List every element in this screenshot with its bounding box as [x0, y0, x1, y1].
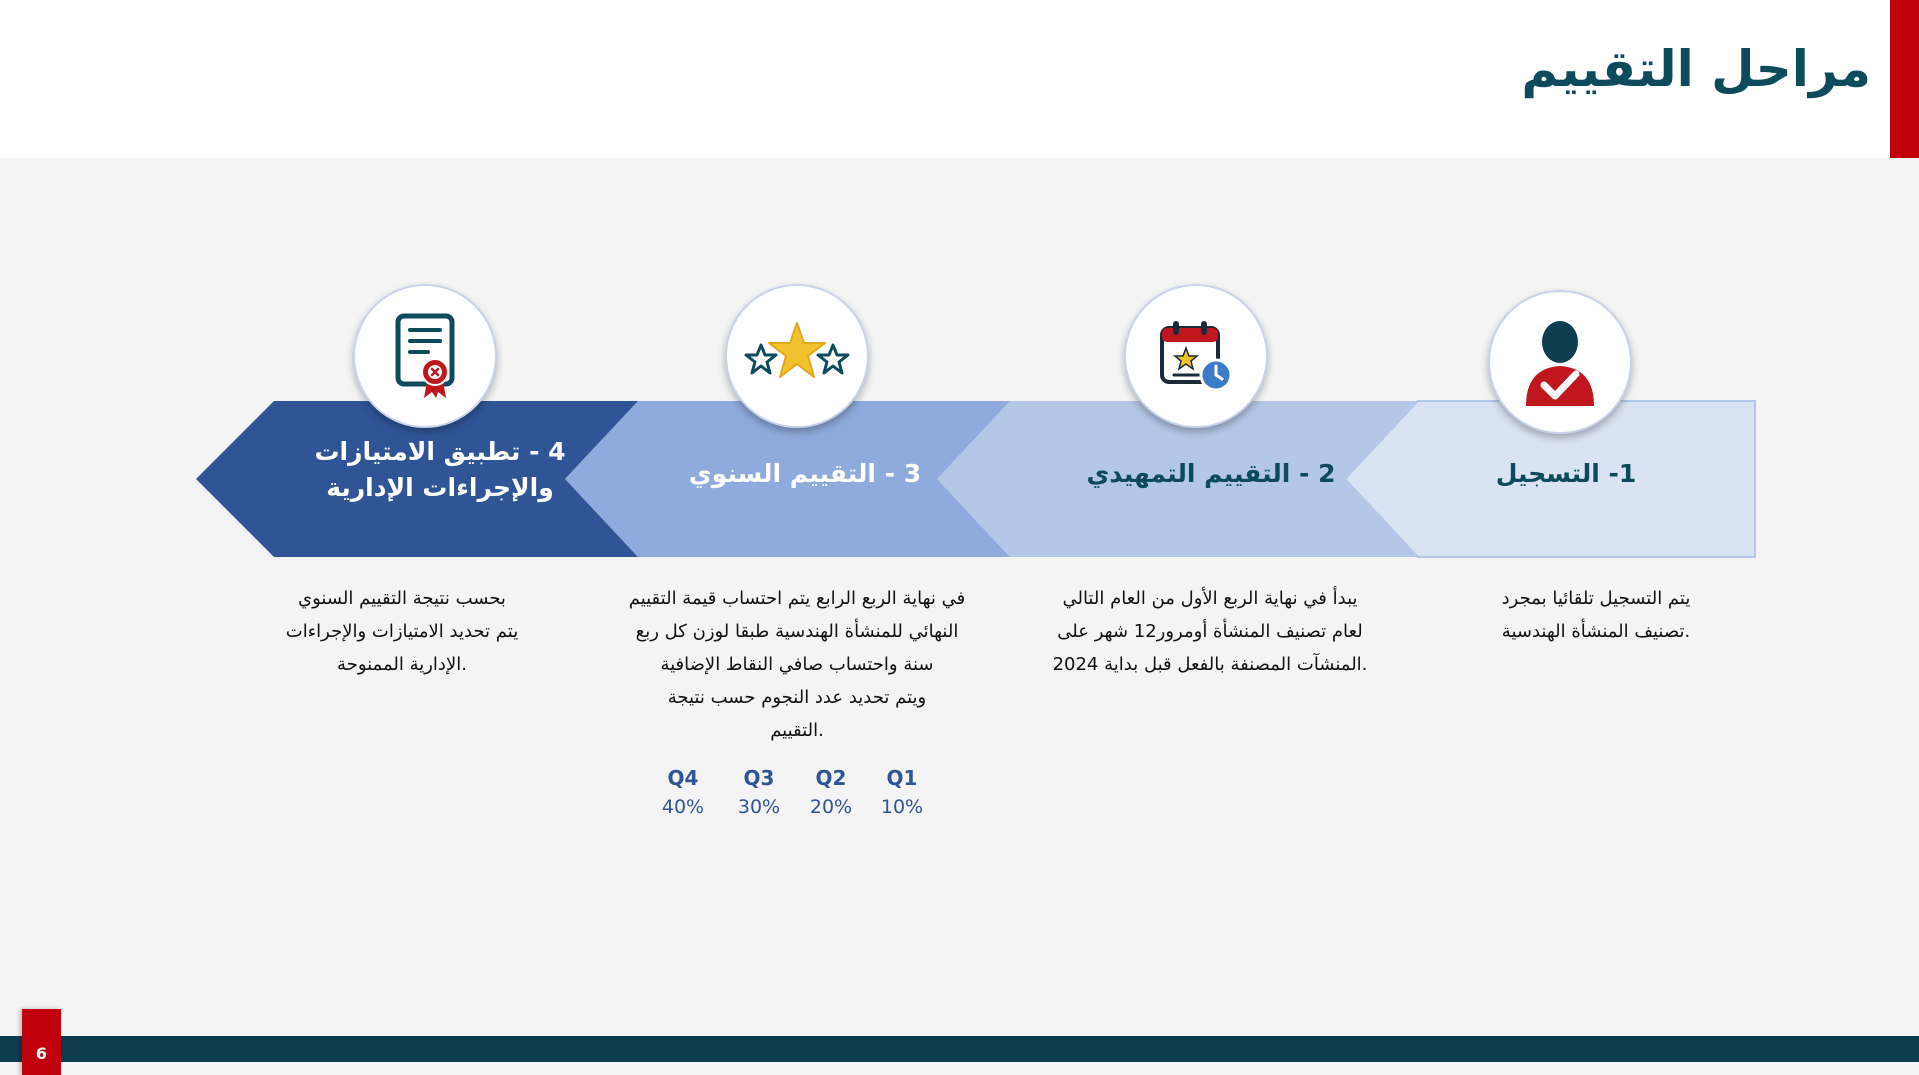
stars-icon	[743, 321, 851, 391]
stage-1-title: 1- التسجيل	[1495, 459, 1637, 488]
stage-4-description	[262, 582, 542, 681]
quarter-q2	[803, 766, 859, 818]
stage-1-description-line: .تصنيف المنشأة الهندسية	[1501, 621, 1691, 642]
stage-2-icon-circle	[1124, 284, 1268, 428]
stage-4-description-line: يتم تحديد الامتيازات والإجراءات	[285, 621, 519, 642]
registered-user-icon	[1522, 316, 1598, 408]
quarter-q3	[731, 766, 787, 818]
quarter-name: Q3	[743, 766, 775, 790]
calendar-check-icon	[1156, 318, 1236, 394]
stage-3-description	[612, 582, 982, 747]
quarter-weights	[640, 766, 940, 836]
quarter-weight: 40%	[661, 796, 705, 818]
stage-1-description-line: يتم التسجيل تلقائيا بمجرد	[1501, 588, 1691, 609]
stage-4-title-line-1: 4 - تطبيق الامتيازات	[314, 437, 566, 466]
stage-2-title: 2 - التقييم التمهيدي	[1086, 459, 1336, 488]
quarter-name: Q1	[886, 766, 918, 790]
page-number: 6	[22, 1009, 61, 1075]
quarter-name: Q4	[667, 766, 699, 790]
stage-3-icon-circle	[725, 284, 869, 428]
stage-3-description-line: سنة واحتساب صافي النقاط الإضافية	[660, 654, 934, 675]
quarter-name: Q2	[815, 766, 847, 790]
stage-4-description-line: بحسب نتيجة التقييم السنوي	[298, 588, 506, 609]
quarter-q4	[655, 766, 711, 818]
stage-3-description-line: ويتم تحديد عدد النجوم حسب نتيجة	[667, 687, 927, 708]
stage-2-description-line: .المنشآت المصنفة بالفعل قبل بداية 2024	[1052, 654, 1368, 675]
stage-4-title-line-2: والإجراءات الإدارية	[326, 473, 554, 503]
stage-2-description-line: لعام تصنيف المنشأة أومرور12 شهر على	[1057, 621, 1363, 642]
stage-4-icon-circle	[353, 284, 497, 428]
certificate-icon	[394, 312, 456, 400]
stage-1-description	[1466, 582, 1726, 648]
stage-4-description-line: .الإدارية الممنوحة	[337, 654, 467, 675]
stage-2-description-line: يبدأ في نهاية الربع الأول من العام التالي	[1062, 588, 1358, 609]
footer-bar	[0, 1036, 1919, 1062]
stage-4-title	[300, 434, 580, 507]
stage-3-description-line: .التقييم	[770, 720, 824, 741]
page-title: مراحل التقييم	[1521, 40, 1871, 98]
stage-1-icon-circle	[1488, 290, 1632, 434]
quarter-q1	[874, 766, 930, 818]
stage-3-description-line: في نهاية الربع الرابع يتم احتساب قيمة التقييم	[628, 588, 966, 609]
stage-3-title: 3 - التقييم السنوي	[688, 459, 922, 488]
stage-2-description	[1040, 582, 1380, 681]
quarter-weight: 20%	[809, 796, 853, 818]
quarter-weight: 30%	[737, 796, 781, 818]
stage-3-description-line: النهائي للمنشأة الهندسية طبقا لوزن كل ربع	[635, 621, 959, 642]
quarter-weight: 10%	[880, 796, 924, 818]
